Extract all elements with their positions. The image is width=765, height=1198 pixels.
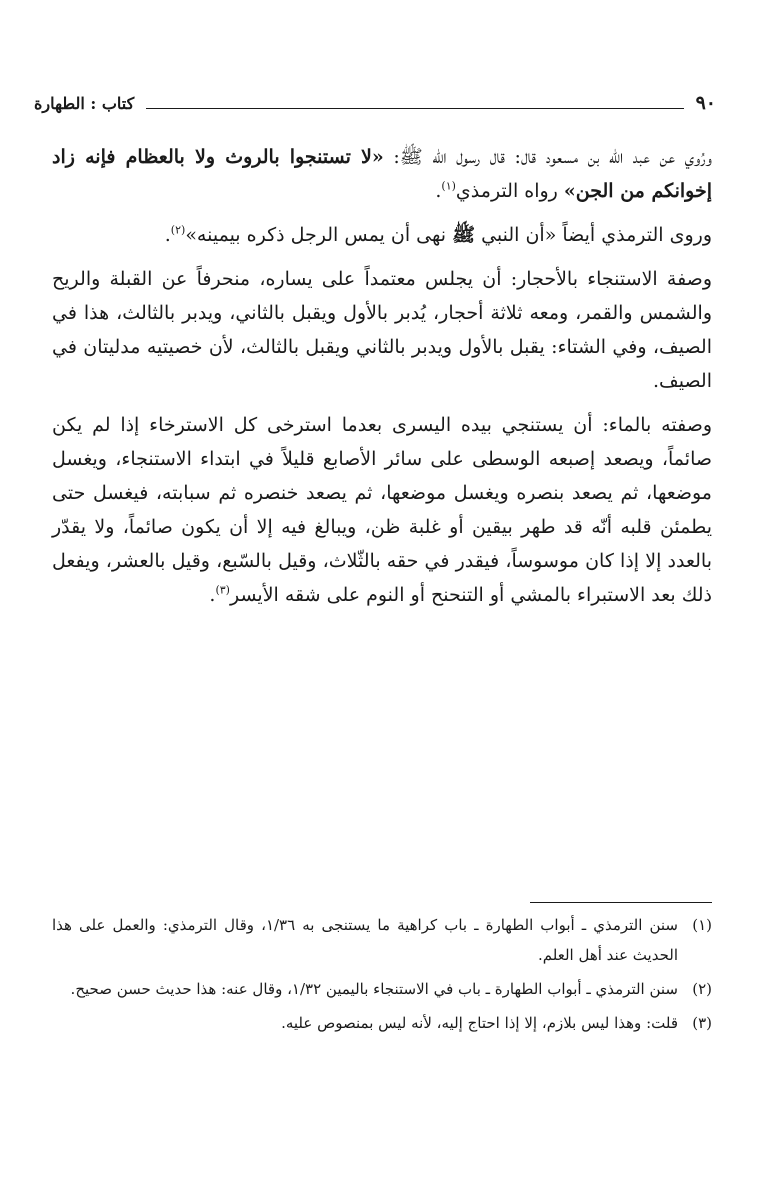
footnote-text: قلت: وهذا ليس بلازم، إلا إذا احتاج إليه، لأنه ليس بمنصوص عليه. bbox=[281, 1014, 678, 1032]
footnote-separator bbox=[530, 902, 712, 903]
footnote-text: سنن الترمذي ـ أبواب الطهارة ـ باب في الاستنجاء باليمين ١/٣٢، وقال عنه: هذا حديث حسن صحيح. bbox=[70, 980, 678, 998]
paragraph-1-tail: رواه الترمذي bbox=[455, 180, 564, 202]
page-header bbox=[34, 88, 716, 118]
main-text bbox=[52, 140, 712, 622]
footnote-3 bbox=[52, 1008, 712, 1038]
paragraph-2 bbox=[52, 218, 712, 252]
honorific-symbol: ﷺ bbox=[452, 224, 476, 246]
paragraph-4-text: وصفته بالماء: أن يستنجي بيده اليسرى بعدما استرخى كل الاسترخاء إذا لم يكن صائماً، ويصعد إصبعه الوسطى على سائر الأصابع قليلاً في ابتداء الاستنجاء، ويغسل موضعها، ثم يصعد بنصره ويغسل موضعها، ثم يصعد خنصره ثم سبابته، فيغسل حتى يطمئن قلبه أنّه قد طهر بيقين أو غلبة ظن، ويبالغ فيه إلا أن يكون صائماً، ولا يقدّر بالعدد إلا إذا كان موسوساً، فيقدر في حقه بالثّلاث، وقيل بالسّبع، وقيل بالعشر، ويفعل ذلك بعد الاستبراء بالمشي أو التنحنح أو النوم على شقه الأيسر bbox=[52, 414, 712, 606]
running-head: كتاب : الطهارة bbox=[34, 93, 135, 113]
paragraph-2-end: . bbox=[164, 224, 171, 246]
footnote-ref-2: (٢) bbox=[170, 223, 186, 237]
footnotes bbox=[52, 910, 712, 1042]
footnote-ref-1: (١) bbox=[441, 179, 456, 193]
footnote-ref-3: (٣) bbox=[215, 583, 230, 597]
footnote-text: سنن الترمذي ـ أبواب الطهارة ـ باب كراهية ما يستنجى به ١/٣٦، وقال الترمذي: والعمل على هذا الحديث عند أهل العلم. bbox=[52, 916, 678, 964]
paragraph-1-lead: ورُوي عن عبد الله بن مسعود قال: قال رسول الله ﷺ: bbox=[383, 146, 712, 168]
page-number: ٩٠ bbox=[695, 92, 716, 114]
header-rule bbox=[146, 108, 683, 109]
paragraph-3: وصفة الاستنجاء بالأحجار: أن يجلس معتمداً على يساره، منحرفاً عن القبلة والريح والشمس والقمر، ومعه ثلاثة أحجار، يُدبر بالأول ويقبل بالثاني، ويدبر بالثالث، هذا في الصيف، وفي الشتاء: يقبل بالأول ويدبر بالثاني ويقبل بالثالث، لأن خصيتيه مدليتان في الصيف. bbox=[52, 268, 712, 392]
paragraph-1-end: . bbox=[435, 180, 442, 202]
footnote-number: (٢) bbox=[692, 980, 712, 998]
paragraph-2-lead: وروى الترمذي أيضاً «أن النبي bbox=[475, 224, 712, 246]
footnote-number: (١) bbox=[692, 916, 712, 934]
hadith-quote-1: «لا تستنجوا بالروث ولا بالعظام فإنه زاد إخوانكم من الجن» bbox=[52, 146, 712, 202]
paragraph-2-tail: نهى أن يمس الرجل ذكره بيمينه» bbox=[185, 224, 453, 246]
footnote-2 bbox=[52, 974, 712, 1004]
paragraph-4-end: . bbox=[209, 584, 216, 606]
footnote-number: (٣) bbox=[692, 1014, 712, 1032]
paragraph-1 bbox=[52, 140, 712, 208]
footnote-1 bbox=[52, 910, 712, 970]
paragraph-4 bbox=[52, 408, 712, 612]
